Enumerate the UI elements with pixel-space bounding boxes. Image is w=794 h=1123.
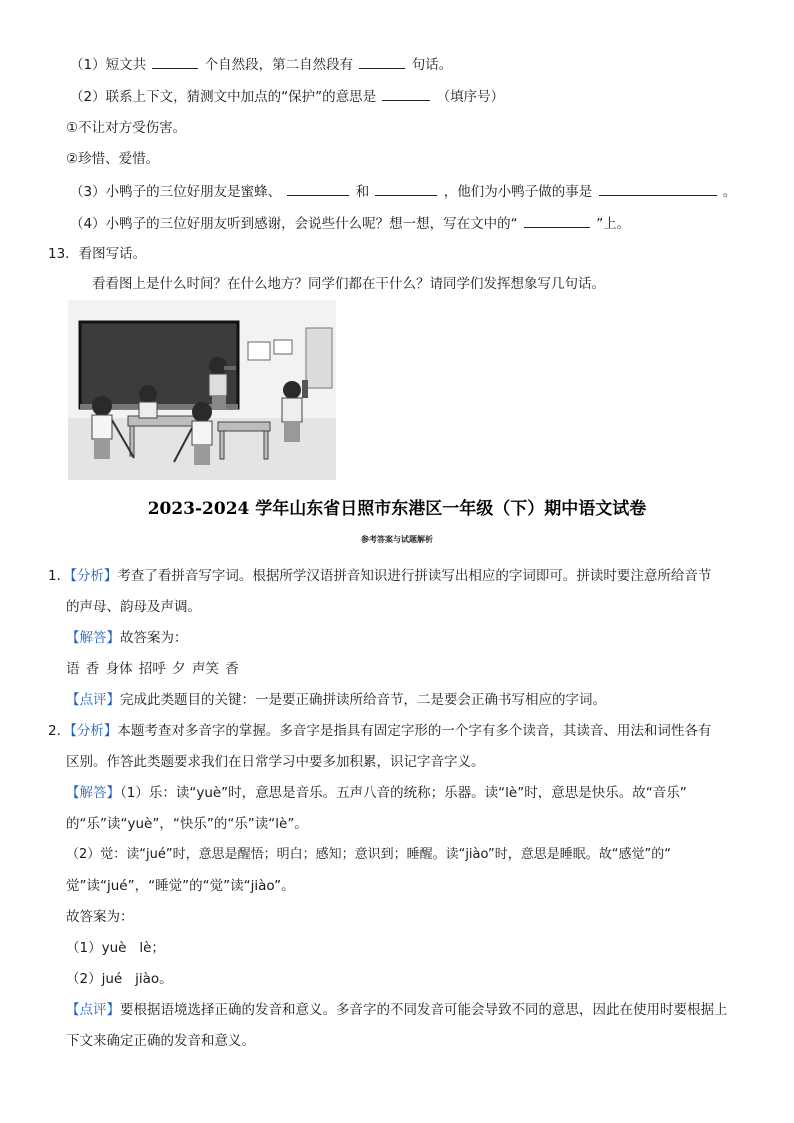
- q12-option-1: ①不让对方受伤害。: [66, 120, 187, 136]
- q12-option-2: ②珍惜、爱惜。: [66, 151, 160, 167]
- a1-analysis-cont: 的声母、韵母及声调。: [66, 599, 201, 615]
- a2-answer-lead: 故答案为：: [66, 909, 134, 925]
- q13-prompt: 看看图上是什么时间？在什么地方？同学们都在干什么？请同学们发挥想象写几句话。: [92, 276, 605, 292]
- a1-comment: 【点评】完成此类题目的关键：一是要正确拼读所给音节，二是要会正确书写相应的字词。: [66, 692, 606, 708]
- a2-comment-cont: 下文来确定正确的发音和意义。: [66, 1033, 255, 1049]
- a2-final-2: （2）jué jiào。: [66, 971, 173, 987]
- blank-sentence-count[interactable]: [359, 54, 405, 69]
- blank-friend-3[interactable]: [375, 181, 437, 196]
- a1-answer: 【解答】故答案为：: [66, 630, 188, 646]
- a2-comment: 【点评】要根据语境选择正确的发音和意义。多音字的不同发音可能会导致不同的意思，因此在使用时要根据上: [66, 1002, 728, 1018]
- a2-final-1: （1）yuè lè；: [66, 940, 165, 956]
- blank-paragraph-count[interactable]: [152, 54, 198, 69]
- a2-analysis: 2．【分析】本题考查对多音字的掌握。多音字是指具有固定字形的一个字有多个读音，其读音、用法和词性各有: [48, 723, 712, 739]
- q13-heading: 13．看图写话。: [48, 246, 147, 262]
- answers-title: 2023-2024 学年山东省日照市东港区一年级（下）期中语文试卷: [147, 499, 647, 519]
- a2-answer-1: 【解答】（1）乐：读“yuè”时，意思是音乐。五声八音的统称；乐器。读“lè”时，意思是快乐。故“音乐”: [66, 785, 687, 801]
- q12-part3: （3）小鸭子的三位好朋友是蜜蜂、 和 ，他们为小鸭子做的事是 。: [70, 181, 736, 202]
- blank-meaning-choice[interactable]: [382, 86, 430, 101]
- blank-thanks-reply[interactable]: [524, 213, 590, 228]
- answers-subtitle: 参考答案与试题解析: [361, 535, 433, 544]
- a2-answer-3: （2）觉：读“jué”时，意思是醒悟；明白；感知；意识到；睡醒。读“jiào”时，意思是睡眠。故“感觉”的“: [66, 847, 671, 862]
- q12-part2: （2）联系上下文，猜测文中加点的“保护”的意思是 （填序号）: [70, 86, 504, 107]
- a2-analysis-cont: 区别。作答此类题要求我们在日常学习中要多加积累，识记字音字义。: [66, 754, 485, 770]
- child-sitting-middle: [139, 385, 157, 418]
- q12-part4: （4）小鸭子的三位好朋友听到感谢，会说些什么呢？想一想，写在文中的“ ”上。: [70, 213, 630, 234]
- classroom-cleaning-illustration: [68, 300, 336, 480]
- blank-what-they-did[interactable]: [599, 181, 717, 196]
- a2-answer-4: 觉”读“jué”，“睡觉”的“觉”读“jiào”。: [66, 878, 295, 894]
- a2-answer-2: 的“乐”读“yuè”，“快乐”的“乐”读“lè”。: [66, 816, 308, 832]
- blank-friend-2[interactable]: [287, 181, 349, 196]
- a1-answer-words: 语 香 身体 招呼 夕 声笑 香: [66, 661, 239, 677]
- q12-part1: （1）短文共 个自然段，第二自然段有 句话。: [70, 54, 452, 75]
- a1-analysis: 1．【分析】考查了看拼音写字词。根据所学汉语拼音知识进行拼读写出相应的字词即可。拼读时要注意所给音节: [48, 568, 712, 584]
